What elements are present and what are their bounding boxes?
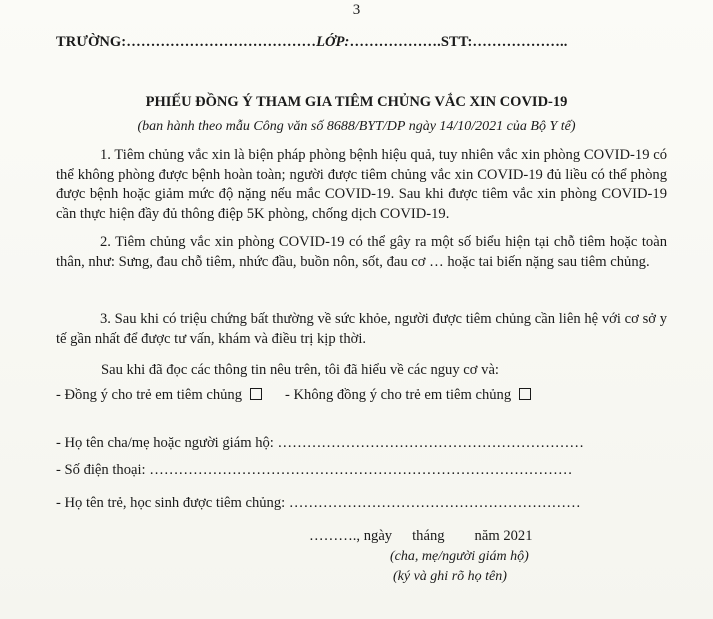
- stt-label: STT:: [440, 34, 473, 50]
- school-label: TRƯỜNG:: [56, 34, 127, 50]
- signature-instruction: (ký và ghi rõ họ tên): [393, 569, 507, 584]
- form-title: PHIẾU ĐỒNG Ý THAM GIA TIÊM CHỦNG VẮC XIN COVID-19: [145, 94, 568, 110]
- signer-role: (cha, mẹ/người giám hộ): [390, 549, 529, 564]
- paragraph-3: 3. Sau khi có triệu chứng bất thường về sức khỏe, người được tiêm chủng cần liên hệ với cơ sở y tế gần nhất để được tư vấn, khám và điều trị kịp thời.: [56, 311, 667, 347]
- disagree-checkbox[interactable]: [519, 388, 531, 400]
- phone-field[interactable]: - Số điện thoại: ……………………………………………………………………………: [56, 462, 573, 478]
- paragraph-2: 2. Tiêm chủng vắc xin phòng COVID-19 có thể gây ra một số biểu hiện tại chỗ tiêm hoặc toàn thân, như: Sưng, đau chỗ tiêm, nhức đầu, buồn nôn, sốt, đau cơ … hoặc tai biến nặng sau tiêm chủng.: [56, 234, 667, 270]
- disagree-label: - Không đồng ý cho trẻ em tiêm chủng: [285, 387, 512, 403]
- agree-label: - Đồng ý cho trẻ em tiêm chủng: [56, 387, 243, 403]
- month-label: tháng: [412, 528, 445, 544]
- guardian-name-field[interactable]: - Họ tên cha/mẹ hoặc người giám hộ: ………………………………………………………: [56, 435, 584, 451]
- date-prefix: ………., ngày: [309, 528, 393, 544]
- school-blank: …………………………………: [126, 34, 317, 50]
- consent-intro: Sau khi đã đọc các thông tin nêu trên, tôi đã hiểu về các nguy cơ và:: [101, 362, 499, 378]
- header-line: [56, 34, 567, 51]
- stt-blank: ………………..: [472, 34, 568, 50]
- date-line: [309, 528, 533, 545]
- form-subtitle: (ban hành theo mẫu Công văn số 8688/BYT/DP ngày 14/10/2021 của Bộ Y tế): [137, 119, 576, 134]
- paragraph-1: 1. Tiêm chủng vắc xin là biện pháp phòng bệnh hiệu quả, tuy nhiên vắc xin phòng COVID-19 có thể không phòng được bệnh hoàn toàn; người được tiêm chủng vắc xin COVID-19 đủ liều có thể phòng được bệnh hoặc giảm mức độ nặng nếu mắc COVID-19. Sau khi được tiêm vắc xin phòng COVID-19 cần thực hiện đầy đủ thông điệp 5K phòng, chống dịch COVID-19.: [56, 147, 667, 222]
- consent-options: [56, 387, 531, 404]
- child-name-field[interactable]: - Họ tên trẻ, học sinh được tiêm chủng: ……………………………………………………: [56, 495, 581, 511]
- class-blank: ……………….: [349, 34, 441, 50]
- agree-checkbox[interactable]: [250, 388, 262, 400]
- class-label: LỚP:: [316, 34, 350, 50]
- year-label: năm 2021: [474, 528, 533, 544]
- page-number: 3: [352, 2, 361, 18]
